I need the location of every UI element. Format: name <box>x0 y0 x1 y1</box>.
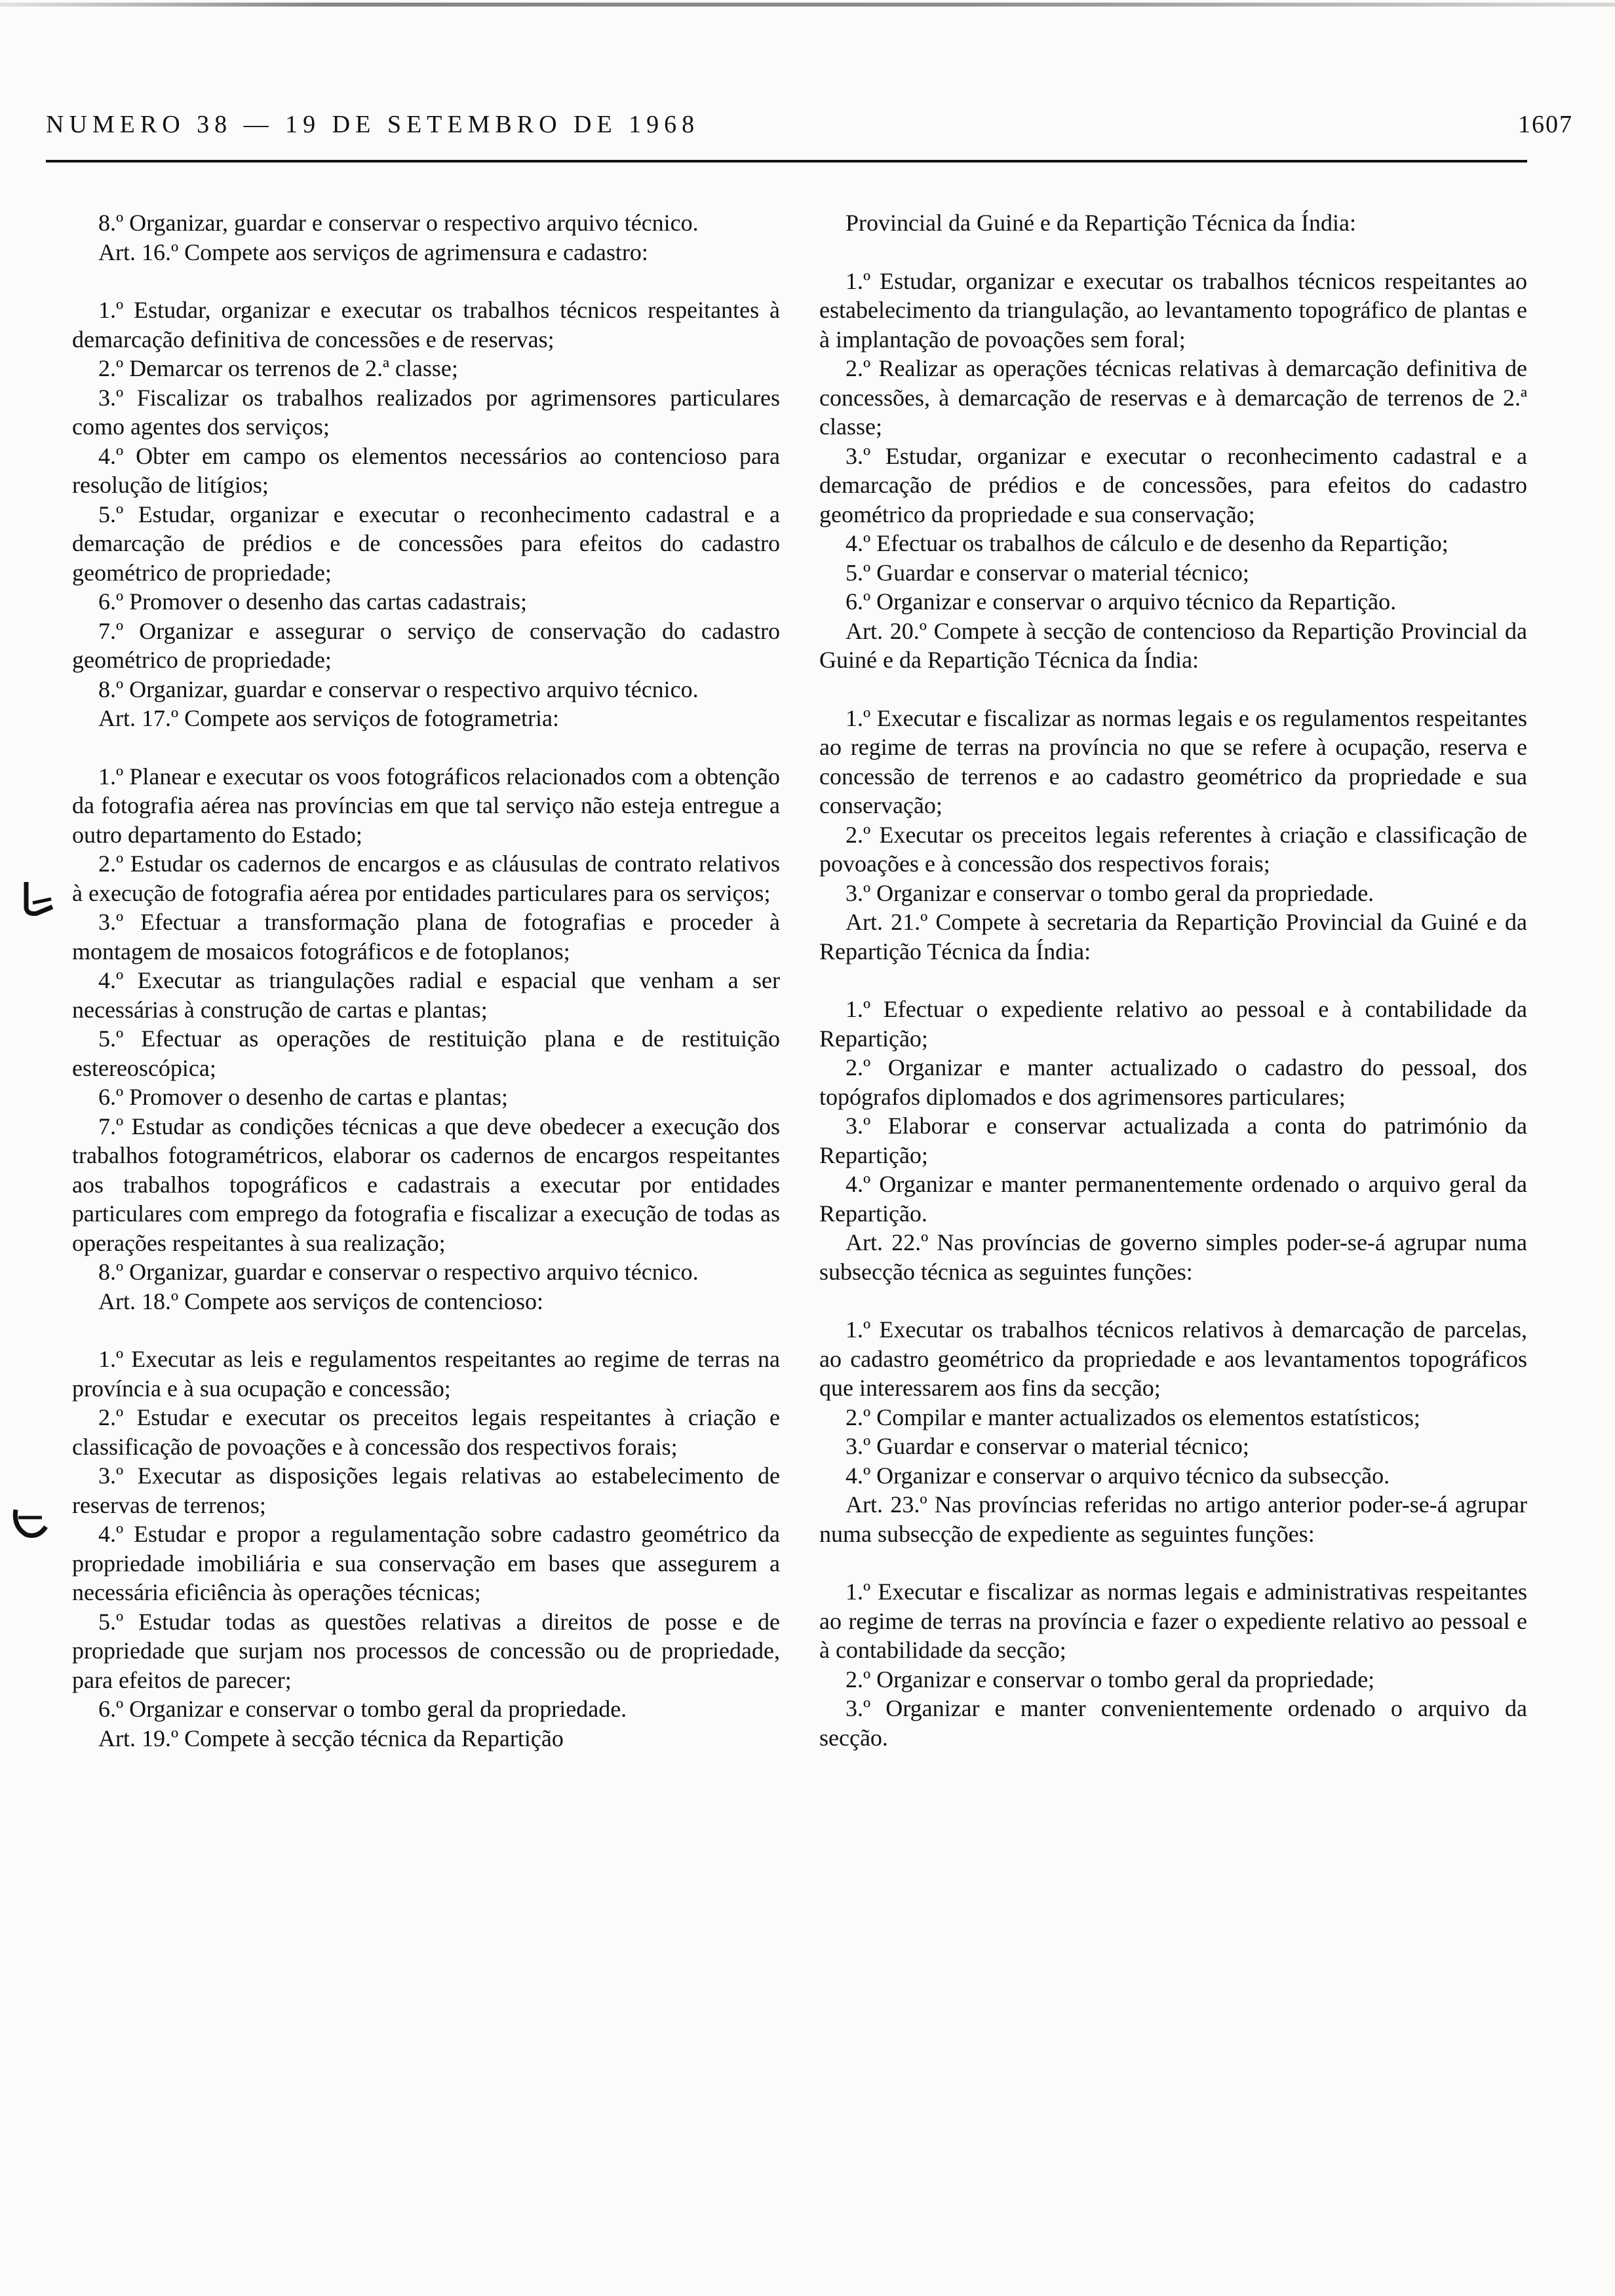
paragraph: 2.º Organizar e conservar o tombo geral da propriedade; <box>846 1666 1375 1693</box>
paragraph: 1.º Estudar, organizar e executar os trabalhos técnicos respeitantes à demarcação definitiva de concessões e de reservas; <box>72 297 780 353</box>
binder-mark-icon <box>14 878 56 920</box>
paragraph: 2.º Estudar os cadernos de encargos e as cláusulas de contrato relativos à execução de fotografia aérea por entidades particulares para os serviços; <box>72 851 780 906</box>
paragraph: 3.º Executar as disposições legais relativas ao estabelecimento de reservas de terrenos; <box>72 1463 780 1518</box>
article-heading: Art. 19.º Compete à secção técnica da Repartição <box>98 1725 564 1751</box>
paragraph: 5.º Estudar, organizar e executar o reconhecimento cadastral e a demarcação de prédios e de concessões para efeitos do cadastro geométrico de propriedade; <box>72 501 780 586</box>
paragraph: 2.º Realizar as operações técnicas relativas à demarcação definitiva de concessões, à demarcação de reservas e à demarcação de terrenos de 2.ª classe; <box>819 355 1527 440</box>
paragraph: 1.º Executar as leis e regulamentos respeitantes ao regime de terras na província e à sua ocupação e concessão; <box>72 1346 780 1402</box>
paragraph: 8.º Organizar, guardar e conservar o respectivo arquivo técnico. <box>98 210 699 236</box>
paragraph: 5.º Estudar todas as questões relativas a direitos de posse e de propriedade que surjam nos processos de concessão ou de propriedade, para efeitos de parecer; <box>72 1608 780 1693</box>
paragraph: 4.º Organizar e conservar o arquivo técnico da subsecção. <box>846 1462 1390 1489</box>
paragraph: 2.º Compilar e manter actualizados os elementos estatísticos; <box>846 1404 1420 1430</box>
right-column <box>819 208 1527 1752</box>
left-column <box>72 208 780 1753</box>
scan-edge-line <box>0 3 1615 7</box>
paragraph: 3.º Efectuar a transformação plana de fotografias e proceder à montagem de mosaicos fotográficos e de fotoplanos; <box>72 909 780 965</box>
paragraph: 3.º Estudar, organizar e executar o reconhecimento cadastral e a demarcação de prédios e de concessões, para efeitos do cadastro geométrico da propriedade e sua conservação; <box>819 442 1527 527</box>
paragraph: 3.º Fiscalizar os trabalhos realizados por agrimensores particulares como agentes dos serviços; <box>72 384 780 440</box>
article-heading: Art. 21.º Compete à secretaria da Repartição Provincial da Guiné e da Repartição Técnica da Índia: <box>819 909 1527 965</box>
header-rule <box>46 160 1527 163</box>
article-heading: Art. 20.º Compete à secção de contencioso da Repartição Provincial da Guiné e da Repartição Técnica da Índia: <box>819 617 1527 673</box>
paragraph: 8.º Organizar, guardar e conservar o respectivo arquivo técnico. <box>98 1259 699 1285</box>
binder-mark-icon <box>9 1501 51 1542</box>
paragraph: 6.º Organizar e conservar o tombo geral da propriedade. <box>98 1696 627 1722</box>
paragraph: 3.º Organizar e conservar o tombo geral da propriedade. <box>846 879 1374 906</box>
paragraph: 6.º Organizar e conservar o arquivo técnico da Repartição. <box>846 588 1397 615</box>
paragraph: 3.º Organizar e manter convenientemente ordenado o arquivo da secção. <box>819 1695 1527 1751</box>
paragraph: Provincial da Guiné e da Repartição Técnica da Índia: <box>846 210 1357 236</box>
article-heading: Art. 23.º Nas províncias referidas no artigo anterior poder-se-á agrupar numa subsecção de expediente as seguintes funções: <box>819 1491 1527 1547</box>
paragraph: 5.º Efectuar as operações de restituição plana e de restituição estereoscópica; <box>72 1025 780 1081</box>
paragraph: 2.º Executar os preceitos legais referentes à criação e classificação de povoações e à concessão dos respectivos forais; <box>819 821 1527 877</box>
article-heading: Art. 18.º Compete aos serviços de contencioso: <box>98 1288 544 1314</box>
paragraph: 1.º Executar e fiscalizar as normas legais e administrativas respeitantes ao regime de terras na província e fazer o expediente relativo ao pessoal e à contabilidade da secção; <box>819 1578 1527 1663</box>
paragraph: 6.º Promover o desenho das cartas cadastrais; <box>98 588 527 615</box>
paragraph: 5.º Guardar e conservar o material técnico; <box>846 559 1249 586</box>
paragraph: 6.º Promover o desenho de cartas e plantas; <box>98 1084 508 1110</box>
paragraph: 7.º Estudar as condições técnicas a que deve obedecer a execução dos trabalhos fotogramétricos, elaborar os cadernos de encargos respeitantes aos trabalhos topográficos e cadastrais a executar por entidades particulares com emprego da fotografia e fiscalizar a execução de todas as operações respeitantes à sua realização; <box>72 1113 780 1256</box>
article-heading: Art. 22.º Nas províncias de governo simples poder-se-á agrupar numa subsecção técnica as seguintes funções: <box>819 1229 1527 1285</box>
paragraph: 1.º Executar e fiscalizar as normas legais e os regulamentos respeitantes ao regime de terras na província no que se refere à ocupação, reserva e concessão de terrenos e ao cadastro geométrico da propriedade e sua conservação; <box>819 704 1527 818</box>
paragraph: 2.º Organizar e manter actualizado o cadastro do pessoal, dos topógrafos diplomados e dos agrimensores particulares; <box>819 1054 1527 1110</box>
paragraph: 8.º Organizar, guardar e conservar o respectivo arquivo técnico. <box>98 676 699 702</box>
paragraph: 1.º Executar os trabalhos técnicos relativos à demarcação de parcelas, ao cadastro geométrico da propriedade e aos levantamentos topográficos que interessarem aos fins da secção; <box>819 1316 1527 1401</box>
article-heading: Art. 16.º Compete aos serviços de agrimensura e cadastro: <box>98 239 648 265</box>
paragraph: 3.º Guardar e conservar o material técnico; <box>846 1433 1249 1459</box>
paragraph: 3.º Elaborar e conservar actualizada a conta do património da Repartição; <box>819 1113 1527 1168</box>
paragraph: 2.º Demarcar os terrenos de 2.ª classe; <box>98 355 458 381</box>
paragraph: 1.º Estudar, organizar e executar os trabalhos técnicos respeitantes ao estabelecimento da triangulação, ao levantamento topográfico de plantas e à implantação de povoações sem foral; <box>819 267 1527 353</box>
page-number: 1607 <box>1518 111 1573 138</box>
paragraph: 4.º Obter em campo os elementos necessários ao contencioso para resolução de litígios; <box>72 442 780 498</box>
article-heading: Art. 17.º Compete aos serviços de fotogrametria: <box>98 705 559 731</box>
header-title: NUMERO 38 — 19 DE SETEMBRO DE 1968 <box>46 111 700 138</box>
paragraph: 4.º Organizar e manter permanentemente ordenado o arquivo geral da Repartição. <box>819 1171 1527 1227</box>
paragraph: 4.º Executar as triangulações radial e espacial que venham a ser necessárias à construção de cartas e plantas; <box>72 967 780 1023</box>
paragraph: 7.º Organizar e assegurar o serviço de conservação do cadastro geométrico de propriedade; <box>72 617 780 673</box>
paragraph: 2.º Estudar e executar os preceitos legais respeitantes à criação e classificação de povoações e à concessão dos respectivos forais; <box>72 1404 780 1460</box>
paragraph: 4.º Estudar e propor a regulamentação sobre cadastro geométrico da propriedade imobiliária e sua conservação em bases que assegurem a necessária eficiência às operações técnicas; <box>72 1521 780 1605</box>
paragraph: 4.º Efectuar os trabalhos de cálculo e de desenho da Repartição; <box>846 530 1449 556</box>
paragraph: 1.º Efectuar o expediente relativo ao pessoal e à contabilidade da Repartição; <box>819 996 1527 1052</box>
paragraph: 1.º Planear e executar os voos fotográficos relacionados com a obtenção da fotografia aérea nas províncias em que tal serviço não esteja entregue a outro departamento do Estado; <box>72 763 780 848</box>
page-header <box>46 110 1573 149</box>
